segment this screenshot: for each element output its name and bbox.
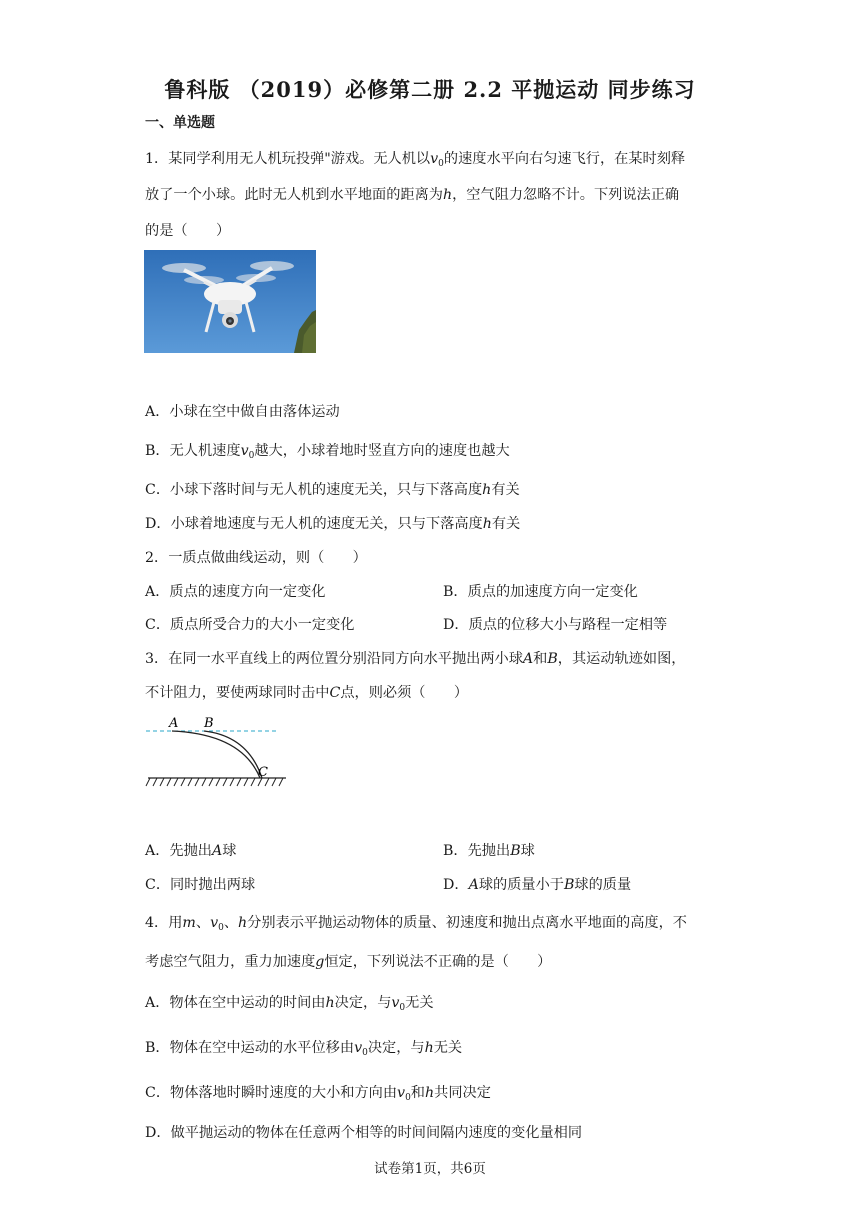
label-c: C	[258, 765, 268, 780]
page-footer: 试卷第1页，共6页	[374, 1161, 486, 1177]
q1-option-a: A．小球在空中做自由落体运动	[145, 404, 340, 420]
q3-option-a: A．先抛出A球	[145, 843, 237, 859]
page-title: 鲁科版 （2019）必修第二册 2.2 平抛运动 同步练习	[164, 77, 696, 102]
q2-option-b: B．质点的加速度方向一定变化	[443, 584, 638, 600]
label-a: A	[169, 716, 179, 731]
q2-option-d: D．质点的位移大小与路程一定相等	[443, 617, 668, 633]
q1-option-d: D．小球着地速度与无人机的速度无关，只与下落高度h有关	[145, 516, 521, 532]
q2-option-c: C．质点所受合力的大小一定变化	[145, 617, 355, 633]
q1-stem-line2: 放了一个小球。此时无人机到水平地面的距离为h，空气阻力忽略不计。下列说法正确	[145, 187, 680, 203]
q1-option-c: C．小球下落时间与无人机的速度无关，只与下落高度h有关	[145, 482, 520, 498]
q3-option-c: C．同时抛出两球	[145, 877, 256, 893]
trajectory-diagram	[144, 712, 292, 788]
q1-stem-line3: 的是（ ）	[145, 223, 231, 239]
q1-option-b: B．无人机速度$v_0$越大，小球着地时竖直方向的速度也越大	[145, 443, 510, 461]
q3-option-b: B．先抛出B球	[443, 843, 535, 859]
q3-stem-line2: 不计阻力，要使两球同时击中C点，则必须（ ）	[145, 685, 469, 701]
q4-option-c: C．物体落地时瞬时速度的大小和方向由$v_0$和h共同决定	[145, 1085, 491, 1103]
q4-option-b: B．物体在空中运动的水平位移由$v_0$决定，与h无关	[145, 1040, 463, 1058]
label-b: B	[204, 716, 214, 731]
trajectory-a	[172, 731, 260, 778]
q4-option-d: D．做平抛运动的物体在任意两个相等的时间间隔内速度的变化量相同	[145, 1125, 583, 1141]
q3-option-d: D．A球的质量小于B球的质量	[443, 877, 632, 893]
q1-stem-line1: 1．某同学利用无人机玩投弹"游戏。无人机以$v_0$的速度水平向右匀速飞行，在某时刻释	[145, 151, 686, 169]
q4-stem-line2: 考虑空气阻力，重力加速度g恒定，下列说法不正确的是（ ）	[145, 954, 552, 970]
q3-stem-line1: 3．在同一水平直线上的两位置分别沿同方向水平抛出两小球A和B，其运动轨迹如图，	[145, 651, 686, 667]
q2-stem: 2．一质点做曲线运动，则（ ）	[145, 550, 367, 566]
q4-stem-line1: 4．用m、$v_0$、h分别表示平抛运动物体的质量、初速度和抛出点离水平地面的高度，不	[145, 915, 687, 933]
q4-option-a: A．物体在空中运动的时间由h决定，与$v_0$无关	[145, 995, 434, 1013]
section-heading: 一、单选题	[145, 115, 215, 131]
q2-option-a: A．质点的速度方向一定变化	[145, 584, 326, 600]
drone-photo	[144, 250, 316, 353]
